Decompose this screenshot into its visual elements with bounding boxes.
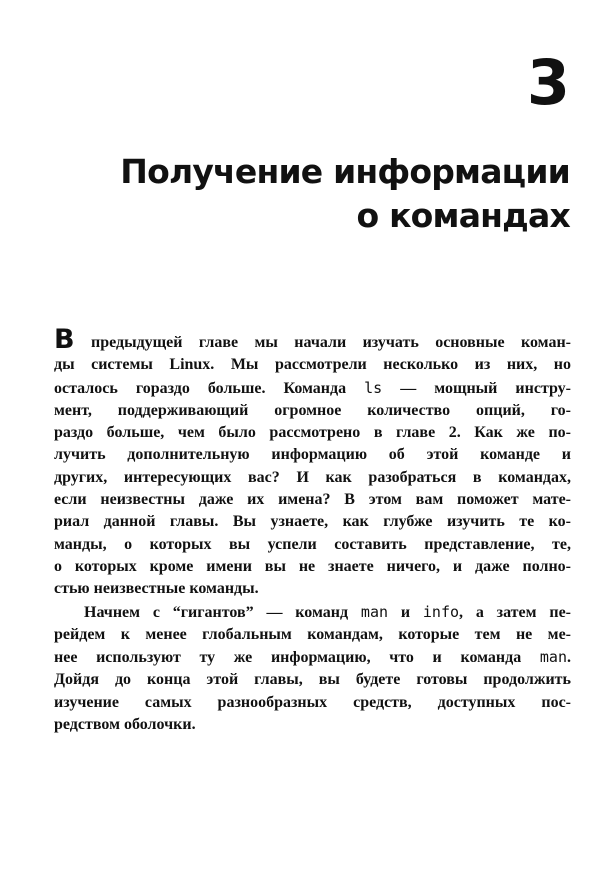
text-run: мент, поддерживающий огромное количество опций, го- <box>54 401 571 419</box>
text-run: раздо больше, чем было рассмотрено в главе 2. Как же по- <box>54 424 571 442</box>
text-line <box>54 422 571 444</box>
text-run: манды, о которых вы успели составить представление, те, <box>54 535 571 553</box>
text-run: Начнем с “гигантов” — команд <box>84 603 361 621</box>
paragraph <box>54 324 572 601</box>
text-line <box>54 534 571 556</box>
chapter-title-line: Получение информации <box>120 152 570 191</box>
text-run: Дойдя до конца этой главы, вы будете готовы продолжить <box>54 671 571 689</box>
command-name: man <box>539 648 567 667</box>
text-run: лучить дополнительную информацию об этой команде и <box>54 446 571 464</box>
text-run: если неизвестны даже их имена? В этом вам поможет мате- <box>54 491 571 509</box>
text-line <box>54 556 571 578</box>
chapter-body <box>54 324 572 736</box>
text-run: , а затем пе- <box>459 603 572 621</box>
text-run: других, интересующих вас? И как разобраться в командах, <box>54 468 571 486</box>
text-run: изучение самых разнообразных средств, доступных пос- <box>54 693 571 711</box>
text-run: осталось гораздо больше. Команда <box>54 379 365 397</box>
text-line <box>54 646 571 669</box>
command-name: info <box>422 602 460 621</box>
text-run: и <box>388 603 423 621</box>
text-run: стью неизвестные команды. <box>54 580 259 598</box>
text-line <box>54 400 571 422</box>
text-run: нее используют ту же информацию, что и команда <box>54 649 540 667</box>
text-line <box>54 354 571 376</box>
text-line <box>54 444 571 466</box>
text-line <box>54 377 571 400</box>
text-line <box>54 601 571 624</box>
text-line <box>54 511 571 533</box>
command-name: ls <box>364 378 383 397</box>
command-name: man <box>360 602 389 621</box>
text-run: ды системы Linux. Мы рассмотрели несколько из них, но <box>54 356 571 374</box>
text-line <box>54 489 571 511</box>
text-run: о которых кроме имени вы не знаете ничего, и даже полно- <box>54 557 571 575</box>
text-run: риал данной главы. Вы узнаете, как глубже изучить те ко- <box>54 513 571 531</box>
chapter-title-line: о командах <box>356 196 570 235</box>
text-run: редством оболочки. <box>54 716 196 734</box>
text-line <box>54 467 571 489</box>
text-line <box>54 714 571 736</box>
chapter-title <box>50 150 570 238</box>
text-line <box>54 669 571 691</box>
chapter-number: 3 <box>526 46 570 119</box>
text-line <box>54 324 571 355</box>
text-line <box>54 692 571 714</box>
text-run: — мощный инстру- <box>382 379 572 397</box>
text-line <box>54 578 571 600</box>
paragraph <box>54 601 571 737</box>
text-line <box>54 624 571 646</box>
text-run: . <box>567 649 571 667</box>
text-run: предыдущей главе мы начали изучать основные коман- <box>74 334 571 351</box>
text-run: рейдем к менее глобальным командам, которые тем не ме- <box>54 625 571 643</box>
drop-cap: В <box>54 324 75 355</box>
